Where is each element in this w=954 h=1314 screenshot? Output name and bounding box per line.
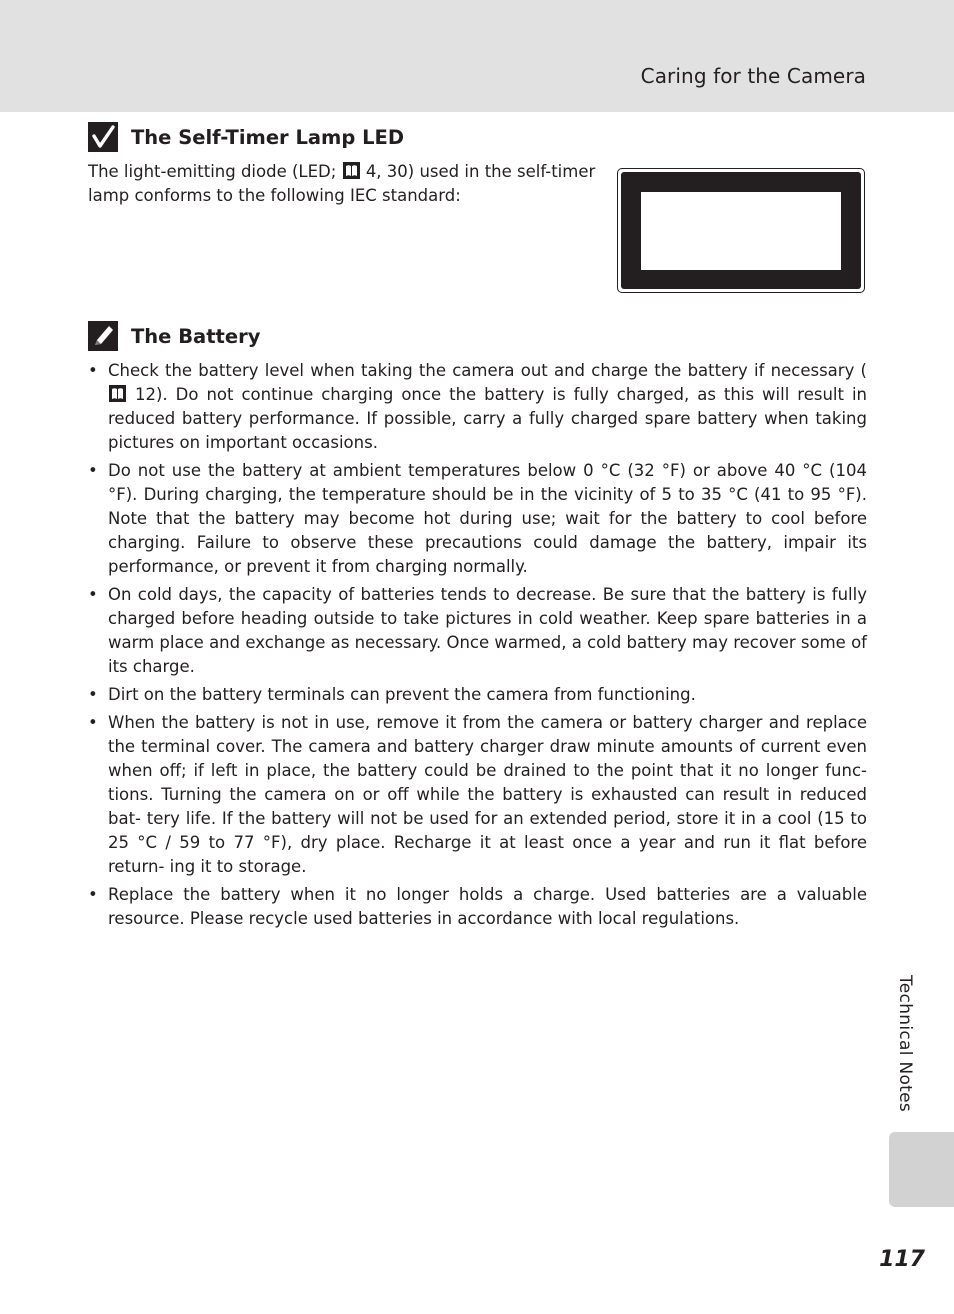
label-inner-area — [641, 192, 841, 270]
led-paragraph — [88, 160, 608, 208]
iec-standard-label — [617, 168, 865, 293]
battery-bullet-list — [88, 359, 867, 935]
list-item: • Do not use the battery at ambient temperatures below 0 °C (32 °F) or above 40 °C (104 °F). During charging, the temperature should be in the vicinity of 5 to 35 °C (41 to 95 °F). Note that the battery may become hot during use; wait for the battery to cool before charging. Failure to observe these precautions could damage the battery, impair its performance, or prevent it from charging normally. — [88, 459, 867, 579]
side-tab — [889, 1132, 954, 1207]
label-frame — [621, 172, 861, 289]
list-item: • Replace the battery when it no longer holds a charge. Used batteries are a valuable resource. Please recycle used batteries in accordance with local regulations. — [88, 883, 867, 931]
section-heading-self-timer — [88, 122, 404, 152]
check-mark-icon — [88, 122, 118, 152]
page-reference-icon — [109, 385, 126, 402]
list-item: • When the battery is not in use, remove it from the camera or battery charger and replace the terminal cover. The camera and battery charger draw minute amounts of current even when off; if left in place, the battery could be drained to the point that it no longer func- tions. Turning the camera on or off while the battery is exhausted can result in reduced bat- tery life. If the battery will not be used for an extended period, store it in a cool (15 to 25 °C / 59 to 77 °F), dry place. Recharge it at least once a year and run it flat before return- ing it to storage. — [88, 711, 867, 879]
page-number: 117 — [879, 1247, 925, 1272]
side-tab-label: Technical Notes — [895, 975, 915, 1113]
led-text-part-2: 4, 30) used in the self-timer lamp conforms to the following IEC standard: — [88, 162, 596, 205]
section-title: The Battery — [131, 324, 261, 348]
section-title: The Self-Timer Lamp LED — [131, 125, 405, 149]
pencil-note-icon — [88, 321, 118, 351]
led-text-part-1: The light-emitting diode (LED; — [88, 162, 337, 181]
bullet-text-part-2: 12). Do not continue charging once the battery is fully charged, as this will result in reduced battery performance. If possible, carry a fully charged spare battery when taking pictures on important occasions. — [108, 385, 867, 452]
list-item — [88, 359, 867, 455]
section-heading-battery — [88, 321, 260, 351]
header-band — [0, 0, 954, 112]
list-item: • On cold days, the capacity of batteries tends to decrease. Be sure that the battery is fully charged before heading outside to take pictures in cold weather. Keep spare batteries in a warm place and exchange as necessary. Once warmed, a cold battery may recover some of its charge. — [88, 583, 867, 679]
page-reference-icon — [343, 162, 360, 179]
running-head: Caring for the Camera — [640, 64, 866, 88]
bullet-text-part-1: Check the battery level when taking the camera out and charge the battery if necessary ( — [108, 361, 867, 380]
list-item: • Dirt on the battery terminals can prevent the camera from functioning. — [88, 683, 867, 707]
